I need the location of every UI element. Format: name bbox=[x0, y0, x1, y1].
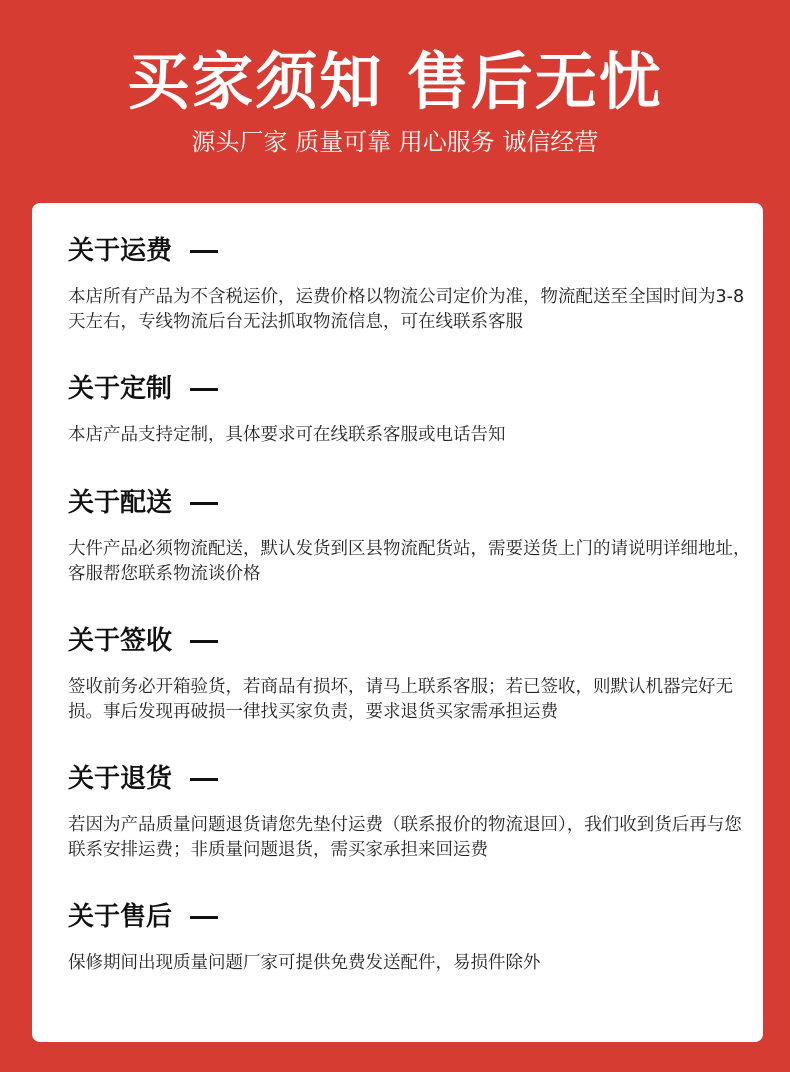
section-title: 关于售后 bbox=[68, 902, 173, 932]
section-body: 保修期间出现质量问题厂家可提供免费发送配件，易损件除外 bbox=[68, 953, 541, 973]
section-body: 若因为产品质量问题退货请您先垫付运费（联系报价的物流退回），我们收到货后再与您联系安排运费；非质量问题退货，需买家承担来回运费 bbox=[68, 815, 742, 860]
section-title: 关于退货 bbox=[68, 764, 173, 794]
heading-dash bbox=[190, 250, 218, 253]
section-after-sales bbox=[68, 899, 758, 976]
section-receipt bbox=[68, 623, 758, 725]
heading-dash bbox=[190, 640, 218, 643]
section-customization bbox=[68, 371, 758, 448]
section-title: 关于签收 bbox=[68, 626, 173, 656]
heading-dash bbox=[190, 778, 218, 781]
section-heading bbox=[68, 485, 758, 521]
section-heading bbox=[68, 623, 758, 659]
section-title: 关于定制 bbox=[68, 374, 173, 404]
section-body: 本店产品支持定制，具体要求可在线联系客服或电话告知 bbox=[68, 425, 506, 445]
section-body: 本店所有产品为不含税运价，运费价格以物流公司定价为准，物流配送至全国时间为3-8天左右，专线物流后台无法抓取物流信息，可在线联系客服 bbox=[68, 287, 745, 332]
section-title: 关于运费 bbox=[68, 236, 173, 266]
page-title: 买家须知 售后无忧 bbox=[127, 45, 663, 118]
section-body: 大件产品必须物流配送，默认发货到区县物流配货站，需要送货上门的请说明详细地址，客服帮您联系物流谈价格 bbox=[68, 539, 751, 584]
section-delivery bbox=[68, 485, 758, 587]
section-heading bbox=[68, 899, 758, 935]
section-heading bbox=[68, 233, 758, 269]
notice-card bbox=[32, 203, 763, 1042]
page-subtitle: 源头厂家 质量可靠 用心服务 诚信经营 bbox=[191, 128, 599, 156]
section-returns bbox=[68, 761, 758, 863]
section-body: 签收前务必开箱验货，若商品有损坏，请马上联系客服；若已签收，则默认机器完好无损。事后发现再破损一律找买家负责，要求退货买家需承担运费 bbox=[68, 677, 733, 722]
section-heading bbox=[68, 371, 758, 407]
heading-dash bbox=[190, 916, 218, 919]
section-title: 关于配送 bbox=[68, 488, 173, 518]
heading-dash bbox=[190, 388, 218, 391]
section-shipping-fee bbox=[68, 233, 758, 335]
heading-dash bbox=[190, 502, 218, 505]
section-heading bbox=[68, 761, 758, 797]
